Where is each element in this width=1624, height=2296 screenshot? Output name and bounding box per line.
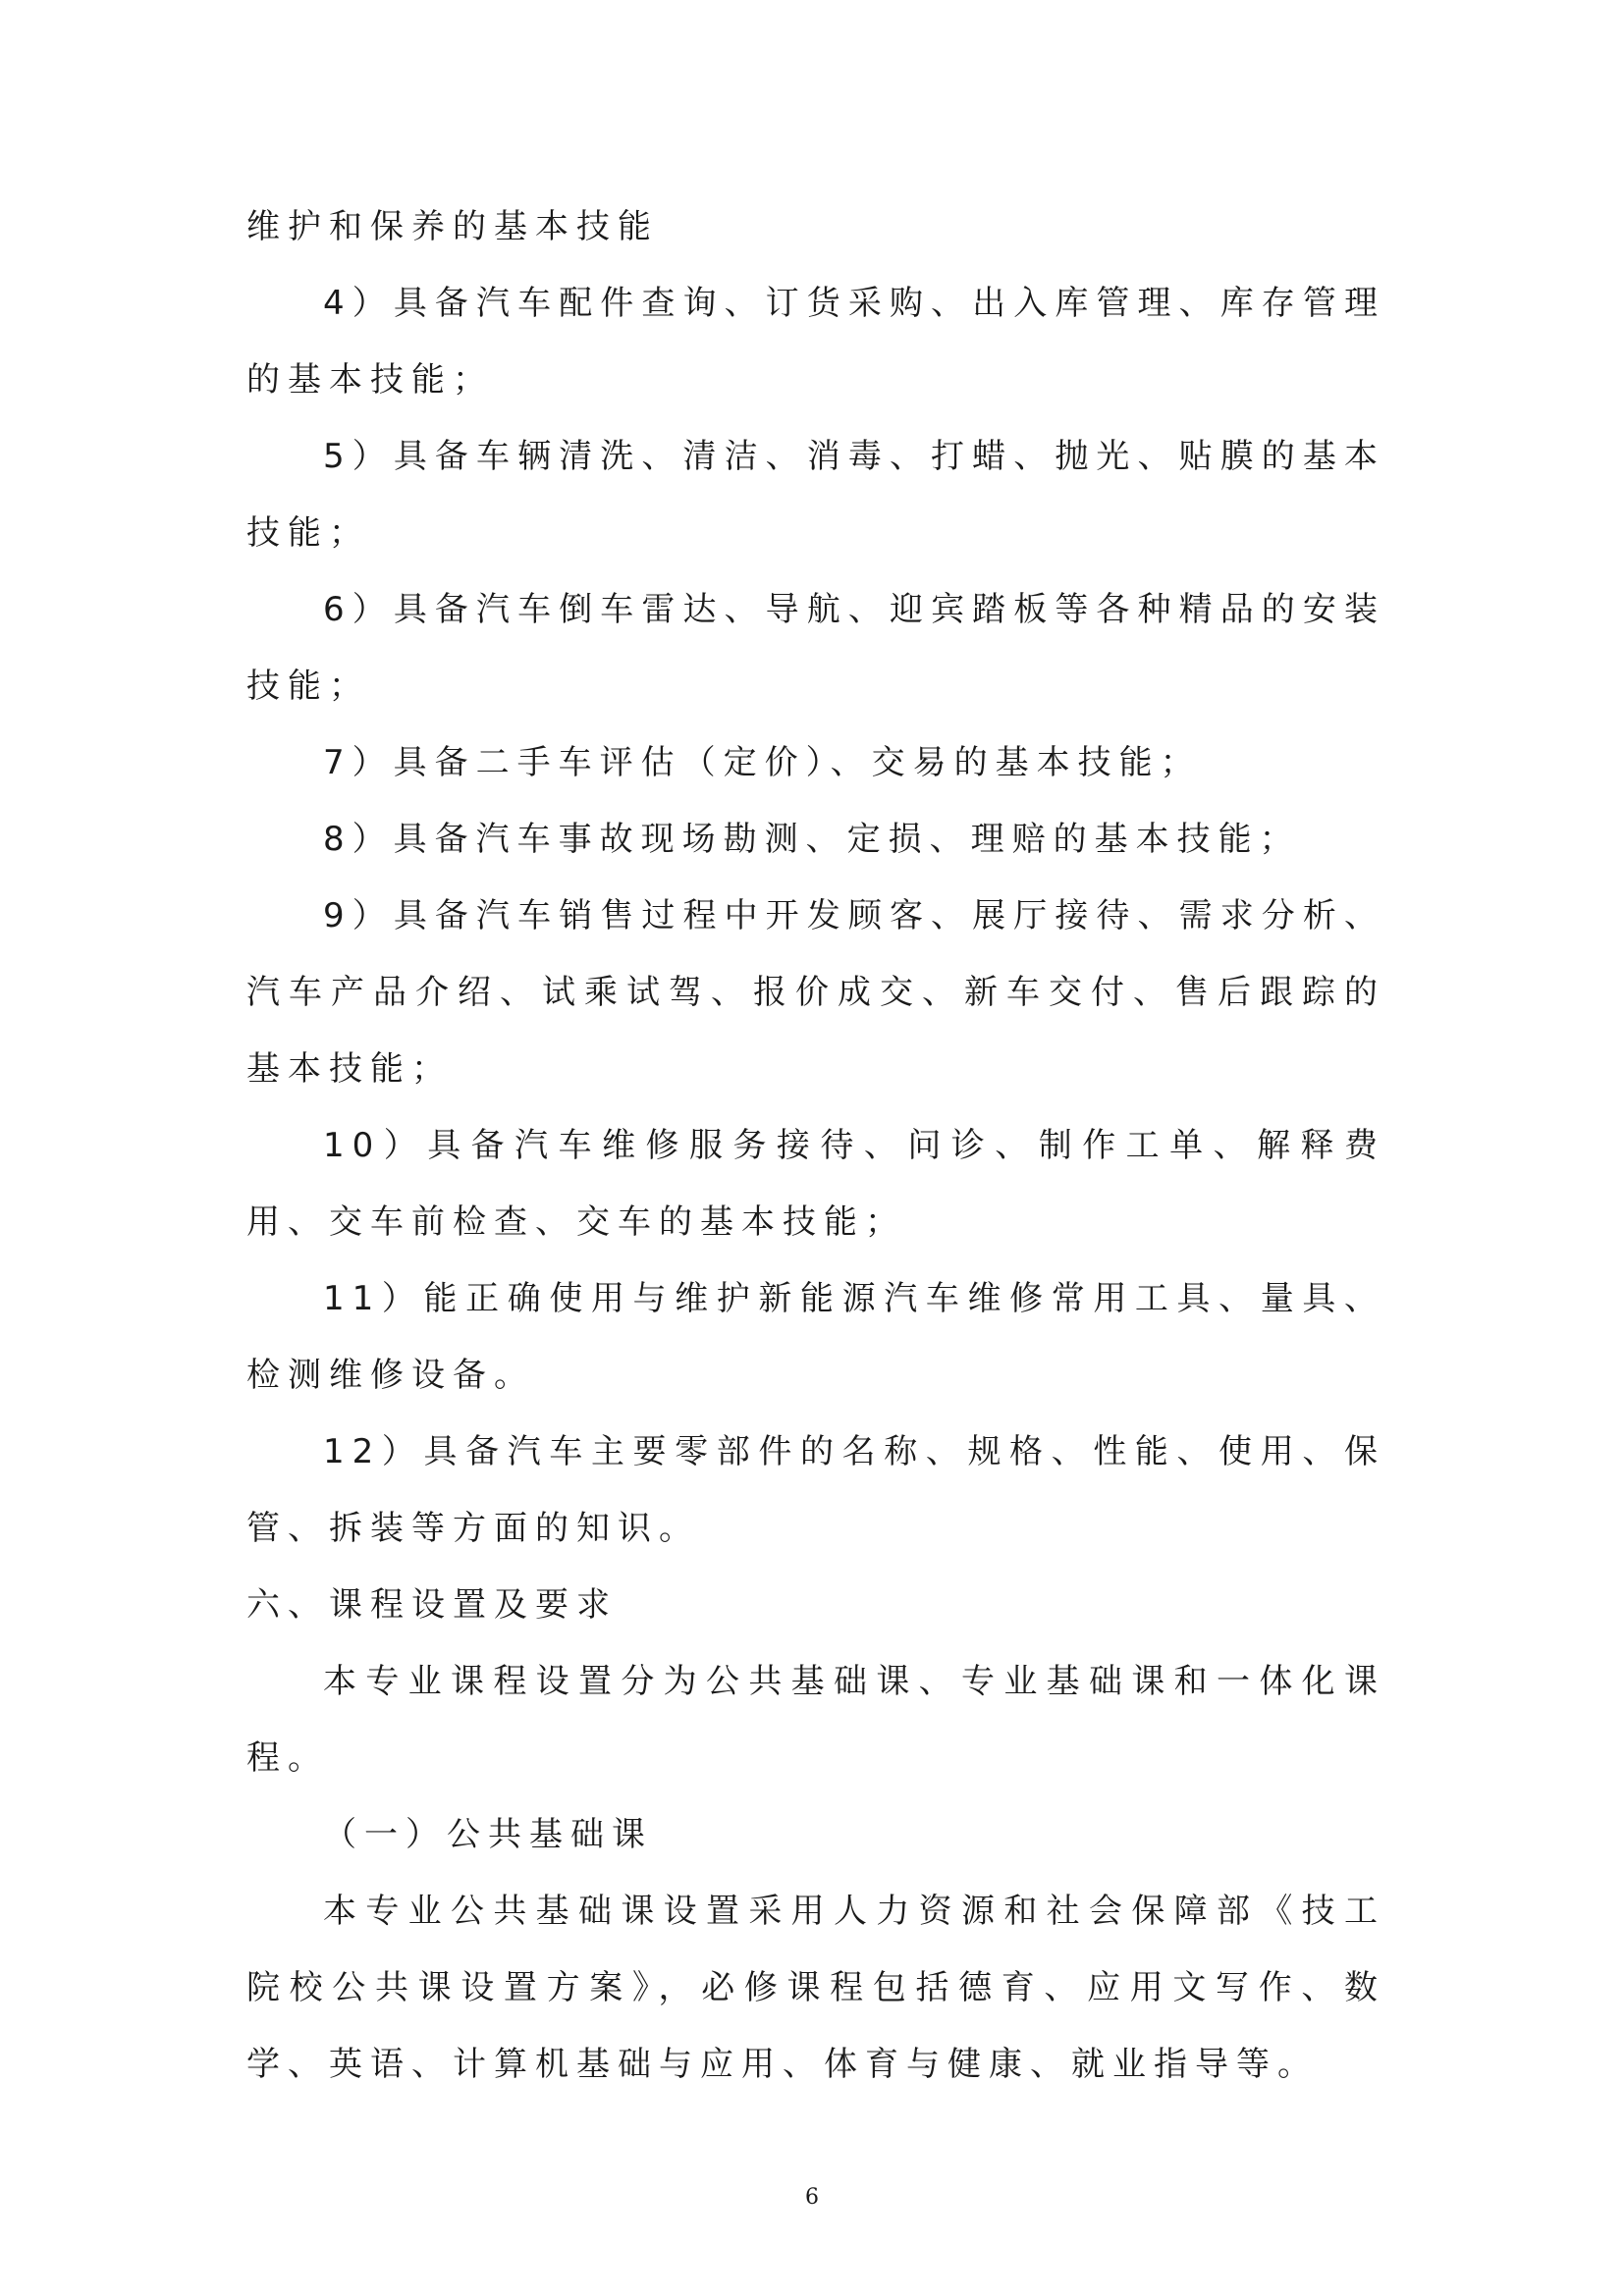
list-item-10: 10）具备汽车维修服务接待、问诊、制作工单、解释费用、交车前检查、交车的基本技能； [246, 1126, 1385, 1242]
list-item-6: 6）具备汽车倒车雷达、导航、迎宾踏板等各种精品的安装技能； [246, 590, 1385, 706]
list-item-8: 8）具备汽车事故现场勘测、定损、理赔的基本技能； [323, 820, 1301, 859]
subsection-heading-1: （一）公共基础课 [323, 1815, 653, 1854]
subsection-body-paragraph: 本专业公共基础课设置采用人力资源和社会保障部《技工院校公共课设置方案》，必修课程包括德育、应用文写作、数学、英语、计算机基础与应用、体育与健康、就业指导等。 [246, 1892, 1385, 2084]
list-item-9: 9）具备汽车销售过程中开发顾客、展厅接待、需求分析、汽车产品介绍、试乘试驾、报价成交、新车交付、售后跟踪的基本技能； [246, 896, 1385, 1089]
section-heading-6: 六、课程设置及要求 [246, 1585, 618, 1625]
list-item-4: 4）具备汽车配件查询、订货采购、出入库管理、库存管理的基本技能； [246, 284, 1385, 400]
section-intro-paragraph: 本专业课程设置分为公共基础课、专业基础课和一体化课程。 [246, 1662, 1385, 1778]
list-item-5: 5）具备车辆清洗、清洁、消毒、打蜡、抛光、贴膜的基本技能； [246, 437, 1385, 553]
list-item-7: 7）具备二手车评估（定价）、交易的基本技能； [323, 743, 1202, 782]
page-number: 6 [805, 2185, 819, 2210]
paragraph-continuation: 维护和保养的基本技能 [246, 207, 659, 246]
list-item-12: 12）具备汽车主要零部件的名称、规格、性能、使用、保管、拆装等方面的知识。 [246, 1432, 1385, 1548]
list-item-11: 11）能正确使用与维护新能源汽车维修常用工具、量具、检测维修设备。 [246, 1279, 1385, 1395]
document-body [246, 188, 1385, 2103]
